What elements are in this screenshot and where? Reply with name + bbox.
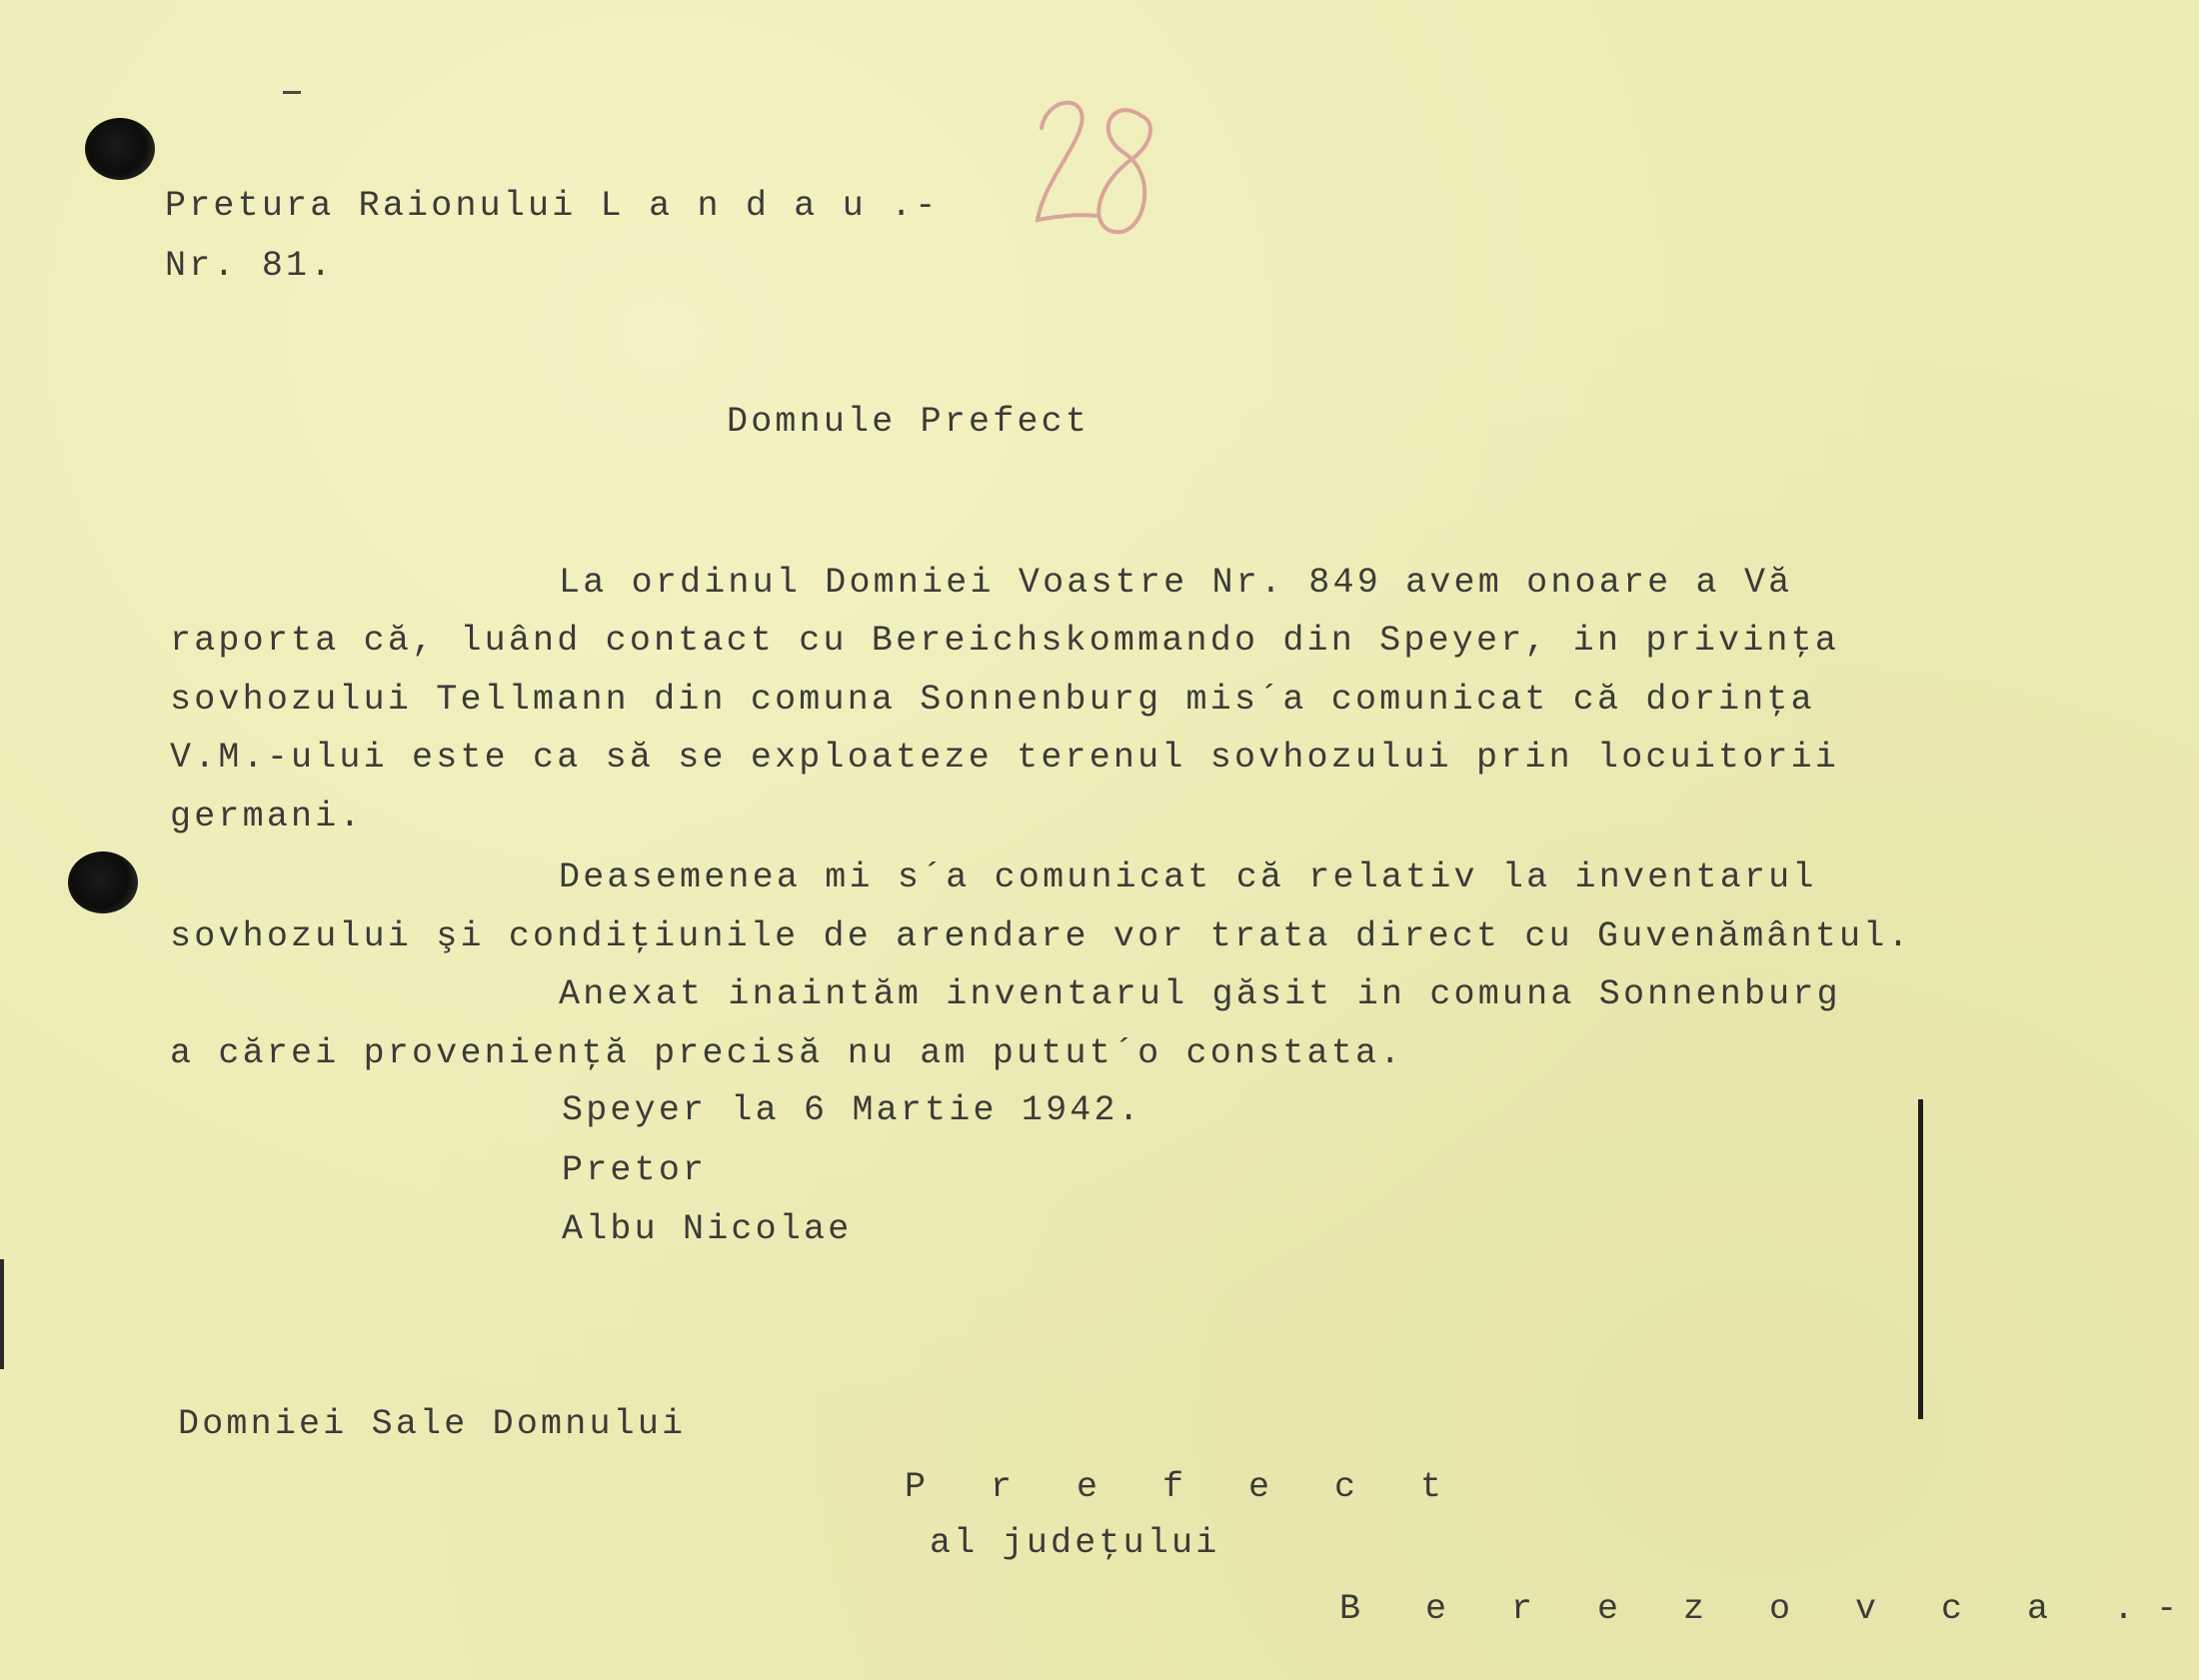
- stray-mark: [283, 91, 301, 94]
- document-number: Nr. 81.: [165, 246, 335, 286]
- punch-hole-top: [85, 118, 155, 180]
- handwritten-folio-number: [1030, 88, 1169, 248]
- body-line: a cărei provenienţă precisă nu am putut´o constata.: [170, 1033, 1404, 1073]
- body-line: Anexat inaintăm inventarul găsit in comuna Sonnenburg: [559, 974, 1841, 1014]
- addressee-line: Domniei Sale Domnului: [178, 1404, 687, 1444]
- addressee-county: al judeţului: [930, 1523, 1220, 1563]
- signatory-title: Pretor: [562, 1150, 708, 1190]
- place-date: Speyer la 6 Martie 1942.: [562, 1090, 1142, 1130]
- body-line: germani.: [170, 797, 364, 837]
- addressee-place: B e r e z o v c a .-: [1339, 1589, 2199, 1629]
- body-line: sovhozului Tellmann din comuna Sonnenburg mis´a comunicat că dorinţa: [170, 680, 1815, 720]
- body-line: V.M.-ului este ca să se exploateze terenul sovhozului prin locuitorii: [170, 738, 1840, 778]
- right-edge-shadow: [1918, 1099, 1923, 1419]
- punch-hole-middle: [68, 851, 138, 913]
- addressee-title: P r e f e c t: [905, 1467, 1464, 1507]
- salutation: Domnule Prefect: [727, 402, 1091, 442]
- signatory-name: Albu Nicolae: [562, 1209, 853, 1249]
- body-line: La ordinul Domniei Voastre Nr. 849 avem onoare a Vă: [559, 563, 1793, 603]
- body-line: sovhozului şi condiţiunile de arendare vor trata direct cu Guvenământul.: [170, 916, 1912, 956]
- body-line: Deasemenea mi s´a comunicat că relativ la inventarul: [559, 857, 1817, 897]
- left-edge-shadow: [0, 1259, 4, 1369]
- body-line: raporta că, luând contact cu Bereichskommando din Speyer, in privinţa: [170, 621, 1840, 661]
- office-heading: Pretura Raionului L a n d a u .-: [165, 186, 940, 226]
